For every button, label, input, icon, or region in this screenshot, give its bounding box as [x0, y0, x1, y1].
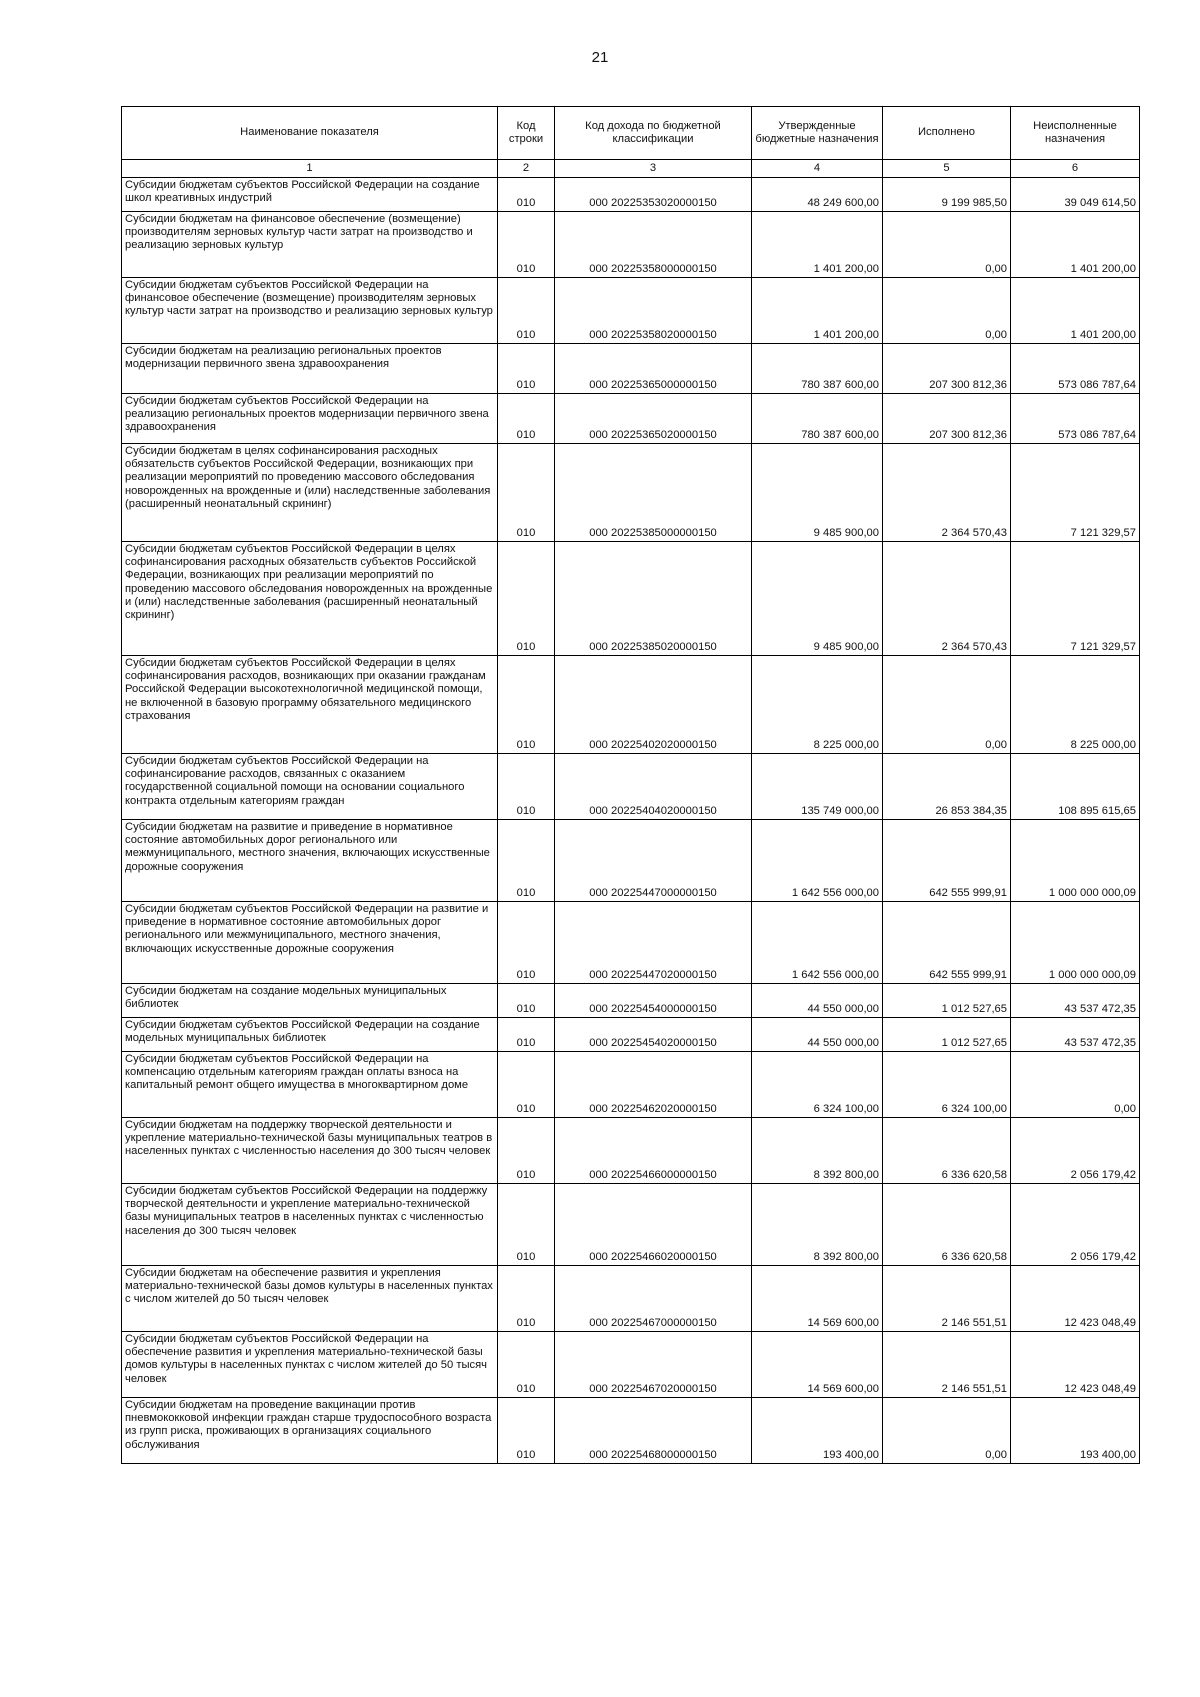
approved-amount: 780 387 600,00: [752, 394, 883, 444]
table-row: [122, 1018, 1140, 1052]
approved-amount: 9 485 900,00: [752, 444, 883, 542]
executed-amount: 2 364 570,43: [883, 542, 1011, 656]
header-line-code: Код строки: [498, 107, 555, 160]
table-row: [122, 820, 1140, 902]
executed-amount: 9 199 985,50: [883, 178, 1011, 212]
unexecuted-amount: 43 537 472,35: [1011, 1018, 1140, 1052]
executed-amount: 26 853 384,35: [883, 754, 1011, 820]
unexecuted-amount: 7 121 329,57: [1011, 542, 1140, 656]
income-code: 000 20225365000000150: [555, 344, 752, 394]
line-code: 010: [498, 1052, 555, 1118]
table-row: [122, 1266, 1140, 1332]
table-row: [122, 394, 1140, 444]
income-code: 000 20225402020000150: [555, 656, 752, 754]
executed-amount: 6 336 620,58: [883, 1184, 1011, 1266]
table-row: [122, 1398, 1140, 1464]
approved-amount: 44 550 000,00: [752, 984, 883, 1018]
table-body: [122, 178, 1140, 1464]
executed-amount: 0,00: [883, 212, 1011, 278]
table-row: [122, 902, 1140, 984]
approved-amount: 1 401 200,00: [752, 278, 883, 344]
indicator-name: Субсидии бюджетам субъектов Российской Федерации на компенсацию отдельным категориям граждан оплаты взноса на капитальный ремонт общего имущества в многоквартирном доме: [122, 1052, 498, 1118]
line-code: 010: [498, 1018, 555, 1052]
budget-execution-table: [121, 106, 1140, 1464]
table-row: [122, 1332, 1140, 1398]
line-code: 010: [498, 902, 555, 984]
income-code: 000 20225404020000150: [555, 754, 752, 820]
column-number: 2: [498, 160, 555, 178]
executed-amount: 6 336 620,58: [883, 1118, 1011, 1184]
line-code: 010: [498, 212, 555, 278]
unexecuted-amount: 39 049 614,50: [1011, 178, 1140, 212]
executed-amount: 2 146 551,51: [883, 1332, 1011, 1398]
table-row: [122, 278, 1140, 344]
table-row: [122, 344, 1140, 394]
table-row: [122, 1118, 1140, 1184]
unexecuted-amount: 573 086 787,64: [1011, 394, 1140, 444]
unexecuted-amount: 573 086 787,64: [1011, 344, 1140, 394]
table-row: [122, 444, 1140, 542]
indicator-name: Субсидии бюджетам субъектов Российской Федерации на софинансирование расходов, связанных с оказанием государственной социальной помощи на основании социального контракта отдельным категориям граждан: [122, 754, 498, 820]
header-indicator-name: Наименование показателя: [122, 107, 498, 160]
indicator-name: Субсидии бюджетам в целях софинансирования расходных обязательств субъектов Российской Федерации, возникающих при реализации мероприятий по проведению массового обследования новорожденных на врожденные и (или) наследственные заболевания (расширенный неонатальный скрининг): [122, 444, 498, 542]
executed-amount: 207 300 812,36: [883, 394, 1011, 444]
approved-amount: 48 249 600,00: [752, 178, 883, 212]
line-code: 010: [498, 1118, 555, 1184]
unexecuted-amount: 12 423 048,49: [1011, 1332, 1140, 1398]
line-code: 010: [498, 656, 555, 754]
executed-amount: 0,00: [883, 1398, 1011, 1464]
income-code: 000 20225353020000150: [555, 178, 752, 212]
income-code: 000 20225462020000150: [555, 1052, 752, 1118]
line-code: 010: [498, 1398, 555, 1464]
unexecuted-amount: 1 401 200,00: [1011, 212, 1140, 278]
table-row: [122, 1052, 1140, 1118]
column-number: 1: [122, 160, 498, 178]
header-income-code: Код дохода по бюджетной классификации: [555, 107, 752, 160]
unexecuted-amount: 8 225 000,00: [1011, 656, 1140, 754]
executed-amount: 0,00: [883, 278, 1011, 344]
table-row: [122, 984, 1140, 1018]
approved-amount: 14 569 600,00: [752, 1266, 883, 1332]
indicator-name: Субсидии бюджетам на обеспечение развития и укрепления материально-технической базы домов культуры в населенных пунктах с числом жителей до 50 тысяч человек: [122, 1266, 498, 1332]
income-code: 000 20225466020000150: [555, 1184, 752, 1266]
table-header-row: [122, 107, 1140, 160]
indicator-name: Субсидии бюджетам субъектов Российской Федерации на создание школ креативных индустрий: [122, 178, 498, 212]
executed-amount: 6 324 100,00: [883, 1052, 1011, 1118]
approved-amount: 6 324 100,00: [752, 1052, 883, 1118]
executed-amount: 642 555 999,91: [883, 902, 1011, 984]
table-row: [122, 1184, 1140, 1266]
income-code: 000 20225385000000150: [555, 444, 752, 542]
table-row: [122, 656, 1140, 754]
income-code: 000 20225467000000150: [555, 1266, 752, 1332]
line-code: 010: [498, 984, 555, 1018]
unexecuted-amount: 1 401 200,00: [1011, 278, 1140, 344]
unexecuted-amount: 0,00: [1011, 1052, 1140, 1118]
column-number-row: [122, 160, 1140, 178]
unexecuted-amount: 1 000 000 000,09: [1011, 820, 1140, 902]
header-unexecuted: Неисполненные назначения: [1011, 107, 1140, 160]
indicator-name: Субсидии бюджетам субъектов Российской Федерации в целях софинансирования расходов, возникающих при оказании гражданам Российской Федерации высокотехнологичной медицинской помощи, не включенной в базовую программу обязательного медицинского страхования: [122, 656, 498, 754]
table-row: [122, 178, 1140, 212]
indicator-name: Субсидии бюджетам на развитие и приведение в нормативное состояние автомобильных дорог регионального или межмуниципального, местного значения, включающих искусственные дорожные сооружения: [122, 820, 498, 902]
line-code: 010: [498, 1266, 555, 1332]
indicator-name: Субсидии бюджетам субъектов Российской Федерации на финансовое обеспечение (возмещение) производителям зерновых культур части затрат на производство и реализацию зерновых культур: [122, 278, 498, 344]
approved-amount: 8 225 000,00: [752, 656, 883, 754]
executed-amount: 2 364 570,43: [883, 444, 1011, 542]
approved-amount: 193 400,00: [752, 1398, 883, 1464]
line-code: 010: [498, 820, 555, 902]
indicator-name: Субсидии бюджетам на финансовое обеспечение (возмещение) производителям зерновых культур части затрат на производство и реализацию зерновых культур: [122, 212, 498, 278]
page-number: 21: [591, 49, 609, 66]
income-code: 000 20225454020000150: [555, 1018, 752, 1052]
income-code: 000 20225385020000150: [555, 542, 752, 656]
approved-amount: 9 485 900,00: [752, 542, 883, 656]
executed-amount: 207 300 812,36: [883, 344, 1011, 394]
income-code: 000 20225447020000150: [555, 902, 752, 984]
approved-amount: 14 569 600,00: [752, 1332, 883, 1398]
indicator-name: Субсидии бюджетам субъектов Российской Федерации на создание модельных муниципальных библиотек: [122, 1018, 498, 1052]
executed-amount: 1 012 527,65: [883, 984, 1011, 1018]
column-number: 6: [1011, 160, 1140, 178]
income-code: 000 20225358000000150: [555, 212, 752, 278]
indicator-name: Субсидии бюджетам на создание модельных муниципальных библиотек: [122, 984, 498, 1018]
income-code: 000 20225468000000150: [555, 1398, 752, 1464]
column-number: 5: [883, 160, 1011, 178]
table-row: [122, 542, 1140, 656]
income-code: 000 20225467020000150: [555, 1332, 752, 1398]
column-number: 3: [555, 160, 752, 178]
table-row: [122, 212, 1140, 278]
line-code: 010: [498, 1184, 555, 1266]
income-code: 000 20225454000000150: [555, 984, 752, 1018]
unexecuted-amount: 108 895 615,65: [1011, 754, 1140, 820]
income-code: 000 20225447000000150: [555, 820, 752, 902]
header-approved: Утвержденные бюджетные назначения: [752, 107, 883, 160]
table-row: [122, 754, 1140, 820]
unexecuted-amount: 193 400,00: [1011, 1398, 1140, 1464]
unexecuted-amount: 2 056 179,42: [1011, 1184, 1140, 1266]
indicator-name: Субсидии бюджетам на поддержку творческой деятельности и укрепление материально-технической базы муниципальных театров в населенных пунктах с численностью населения до 300 тысяч человек: [122, 1118, 498, 1184]
approved-amount: 8 392 800,00: [752, 1184, 883, 1266]
executed-amount: 642 555 999,91: [883, 820, 1011, 902]
indicator-name: Субсидии бюджетам субъектов Российской Федерации в целях софинансирования расходных обязательств субъектов Российской Федерации, возникающих при реализации мероприятий по проведению массового обследования новорожденных на врожденные и (или) наследственные заболевания (расширенный неонатальный скрининг): [122, 542, 498, 656]
approved-amount: 780 387 600,00: [752, 344, 883, 394]
executed-amount: 0,00: [883, 656, 1011, 754]
approved-amount: 1 642 556 000,00: [752, 902, 883, 984]
approved-amount: 44 550 000,00: [752, 1018, 883, 1052]
indicator-name: Субсидии бюджетам субъектов Российской Федерации на реализацию региональных проектов модернизации первичного звена здравоохранения: [122, 394, 498, 444]
line-code: 010: [498, 754, 555, 820]
executed-amount: 2 146 551,51: [883, 1266, 1011, 1332]
unexecuted-amount: 1 000 000 000,09: [1011, 902, 1140, 984]
line-code: 010: [498, 278, 555, 344]
income-code: 000 20225365020000150: [555, 394, 752, 444]
income-code: 000 20225358020000150: [555, 278, 752, 344]
unexecuted-amount: 43 537 472,35: [1011, 984, 1140, 1018]
approved-amount: 1 401 200,00: [752, 212, 883, 278]
indicator-name: Субсидии бюджетам субъектов Российской Федерации на развитие и приведение в нормативное состояние автомобильных дорог регионального или межмуниципального, местного значения, включающих искусственные дорожные сооружения: [122, 902, 498, 984]
line-code: 010: [498, 542, 555, 656]
indicator-name: Субсидии бюджетам на проведение вакцинации против пневмококковой инфекции граждан старше трудоспособного возраста из групп риска, проживающих в организациях социального обслуживания: [122, 1398, 498, 1464]
column-number: 4: [752, 160, 883, 178]
line-code: 010: [498, 1332, 555, 1398]
line-code: 010: [498, 444, 555, 542]
unexecuted-amount: 12 423 048,49: [1011, 1266, 1140, 1332]
approved-amount: 8 392 800,00: [752, 1118, 883, 1184]
executed-amount: 1 012 527,65: [883, 1018, 1011, 1052]
line-code: 010: [498, 344, 555, 394]
indicator-name: Субсидии бюджетам субъектов Российской Федерации на поддержку творческой деятельности и укрепление материально-технической базы муниципальных театров в населенных пунктах с численностью населения до 300 тысяч человек: [122, 1184, 498, 1266]
unexecuted-amount: 7 121 329,57: [1011, 444, 1140, 542]
income-code: 000 20225466000000150: [555, 1118, 752, 1184]
line-code: 010: [498, 394, 555, 444]
line-code: 010: [498, 178, 555, 212]
header-executed: Исполнено: [883, 107, 1011, 160]
indicator-name: Субсидии бюджетам субъектов Российской Федерации на обеспечение развития и укрепления материально-технической базы домов культуры в населенных пунктах с числом жителей до 50 тысяч человек: [122, 1332, 498, 1398]
approved-amount: 135 749 000,00: [752, 754, 883, 820]
approved-amount: 1 642 556 000,00: [752, 820, 883, 902]
unexecuted-amount: 2 056 179,42: [1011, 1118, 1140, 1184]
indicator-name: Субсидии бюджетам на реализацию региональных проектов модернизации первичного звена здравоохранения: [122, 344, 498, 394]
